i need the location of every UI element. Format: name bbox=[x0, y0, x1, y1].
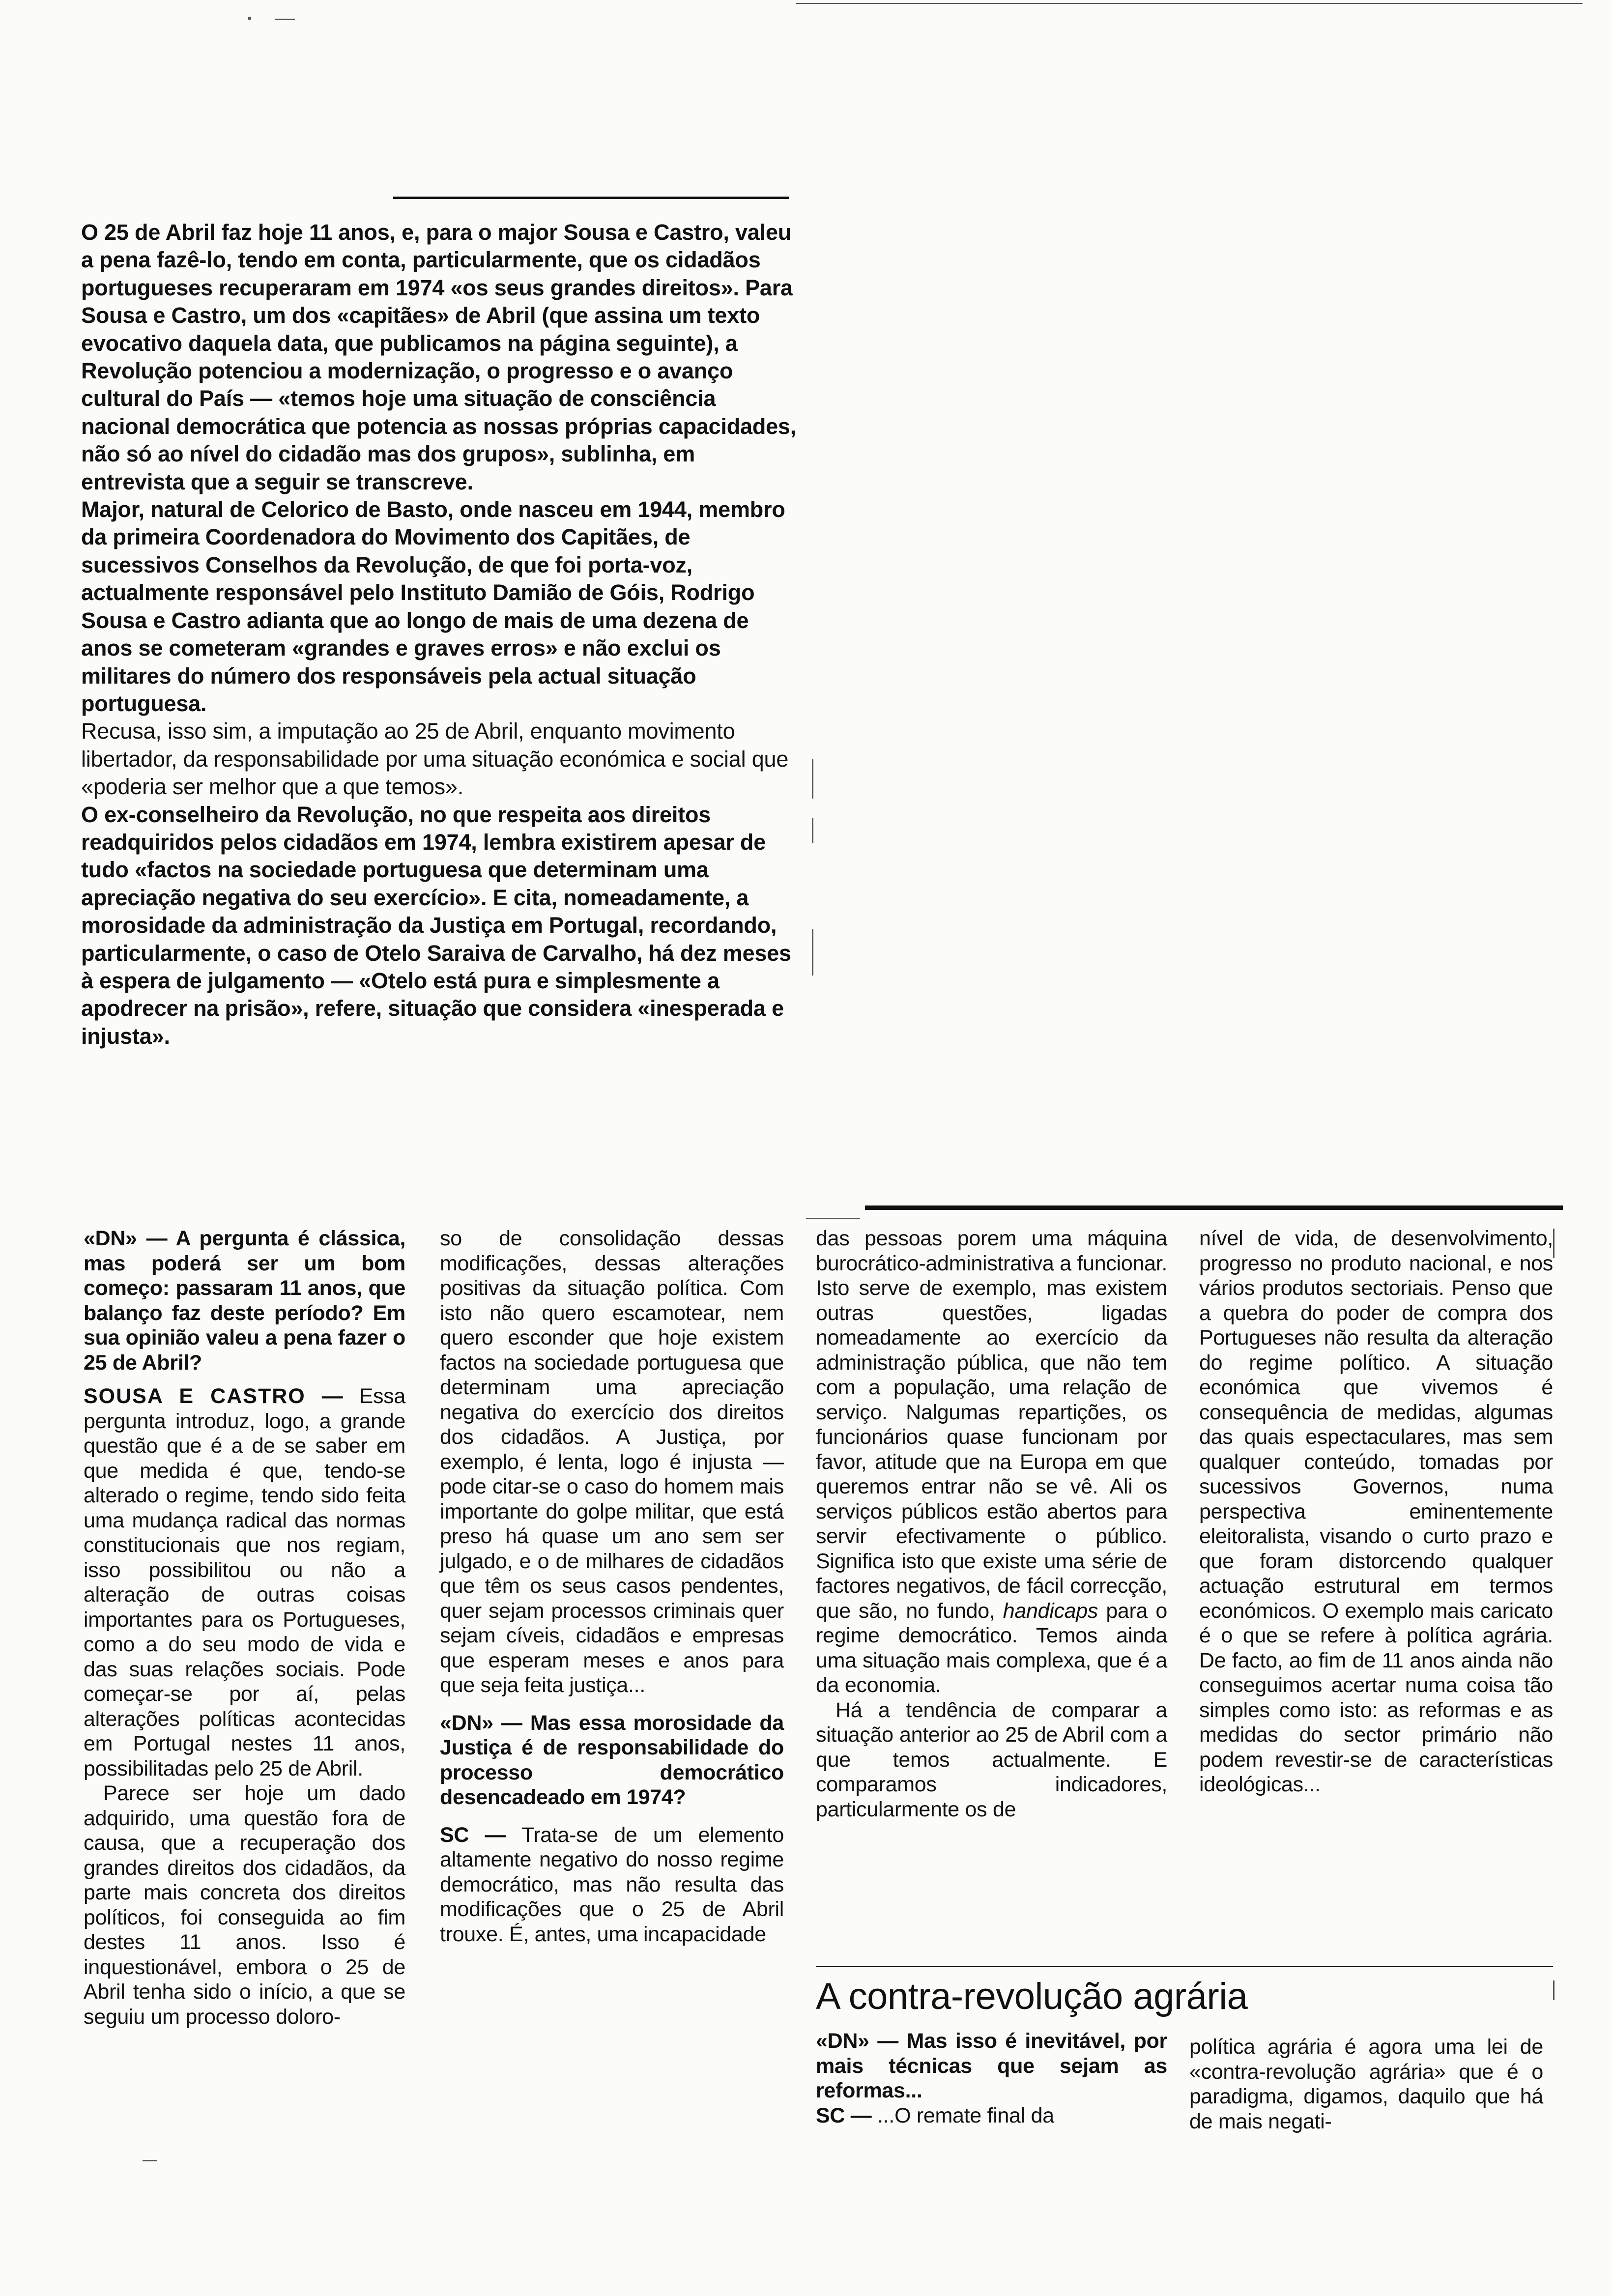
answer-1-cont-col2: so de consolidação dessas modificações, dessas alterações positivas da situação política. Com isto não quero escamotear, nem quero esconder que hoje existem factos na sociedade portuguesa que determinam uma apreciação negativa do exercício dos direitos dos cidadãos. A Justiça, por exemplo, é lenta, logo é injusta — pode citar-se o caso do homem mais importante do golpe militar, que está preso há quase um ano sem ser julgado, e o de milhares de cidadãos que têm os seus casos pendentes, quer sejam processos criminais quer sejam cíveis, cidadãos e empresas que esperam meses e anos para que seja feita justiça... bbox=[440, 1227, 784, 1697]
answer-2-cont-col3 bbox=[816, 1226, 1167, 1698]
scan-edge-top bbox=[796, 3, 1583, 4]
lede-paragraph-4: O ex-conselheiro da Revolução, no que respeita aos direitos readquiridos pelos cidadãos em 1974, lembra existirem apesar de tudo «factos na sociedade portuguesa que determinam uma apreciação negativa do seu exercício». E cita, nomeadamente, a morosidade da administração da Justiça em Portugal, recordando, particularmente, o caso de Otelo Saraiva de Carvalho, há dez meses à espera de julgamento — «Otelo está pura e simplesmente a apodrecer na prisão», refere, situação que considera «inesperada e injusta». bbox=[81, 802, 791, 1049]
answer-1 bbox=[84, 1384, 405, 1781]
speaker-label: SOUSA E CASTRO — bbox=[84, 1384, 344, 1408]
scan-mark-right bbox=[1553, 1229, 1554, 1258]
footer-column-left bbox=[816, 2029, 1167, 2128]
question-2: «DN» — Mas essa morosidade da Justiça é de responsabilidade do processo democrático desencadeado em 1974? bbox=[440, 1711, 784, 1809]
answer-2-cont-text: das pessoas porem uma máquina burocrático-administrativa a funcionar. Isto serve de exemplo, mas existem outras questões, ligadas nomeadamente ao exercício da administração pública, que não tem com a população, uma relação de serviço. Nalgumas repartições, os funcionários quase funcionam por favor, atitude que na Europa em que queremos entrar não se vê. Ali os serviços públicos estão abertos para servir efectivamente o público. Significa isto que existe uma série de factores negativos, de fácil correcção, que são, no fundo, bbox=[816, 1227, 1167, 1623]
answer-3-text: ...O remate final da bbox=[877, 2103, 1054, 2127]
lede-paragraph-2: Major, natural de Celorico de Basto, onde nasceu em 1944, membro da primeira Coordenadora do Movimento dos Capitães, de sucessivos Conselhos da Revolução, de que foi porta-voz, actualmente responsável pelo Instituto Damião de Góis, Rodrigo Sousa e Castro adianta que ao longo de mais de uma dezena de anos se cometeram «grandes e graves erros» e não exclui os militares do número dos responsáveis pela actual situação portuguesa. bbox=[81, 497, 785, 716]
column-1 bbox=[84, 1226, 405, 2029]
handicaps-word: handicaps bbox=[1003, 1599, 1098, 1623]
answer-3-cont: política agrária é agora uma lei de «contra-revolução agrária» que é o paradigma, digamos, daquilo que há de mais negati- bbox=[1189, 2035, 1543, 2133]
answer-2 bbox=[440, 1823, 784, 1947]
answer-2-cont-col4: nível de vida, de desenvolvimento, progresso no produto nacional, e nos vários produtos sectoriais. Penso que a quebra do poder de compra dos Portugueses não resulta da alteração do regime político. A situação económica que vivemos é consequência de medidas, algumas das quais espectaculares, mas sem qualquer conteúdo, tomadas por sucessivos Governos, numa perspectiva eminentemente eleitoralista, visando o curto prazo e que foram distorcendo qualquer actuação estrutural em termos económicos. O exemplo mais caricato é o que se refere à política agrária. De facto, ao fim de 11 anos ainda não conseguimos acertar numa coisa tão simples como isto: as reformas e as medidas do sector primário não podem revestir-se de características ideológicas... bbox=[1199, 1227, 1553, 1796]
column-2 bbox=[440, 1226, 784, 1947]
section-rule-tail bbox=[806, 1218, 860, 1219]
scan-mark-top-line bbox=[275, 19, 295, 20]
answer-1-continued: Parece ser hoje um dado adquirido, uma questão fora de causa, que a recuperação dos grandes direitos dos cidadãos, da parte mais concreta dos direitos políticos, foi conseguida ao fim destes 11 anos. Isso é inquestionável, embora o 25 de Abril tenha sido o início, a que se seguiu um processo doloro- bbox=[84, 1781, 405, 2029]
scan-mark-bottom bbox=[143, 2160, 157, 2161]
answer-2-comparison: Há a tendência de comparar a situação anterior ao 25 de Abril com a que temos actualmente. E comparamos indicadores, particularmente os de bbox=[816, 1698, 1167, 1821]
answer-2-cont-end: para o regime democrático. Temos ainda uma situação mais complexa, que é a da economia. bbox=[816, 1599, 1167, 1697]
lede-paragraph-1: O 25 de Abril faz hoje 11 anos, e, para o major Sousa e Castro, valeu a pena fazê-lo, tendo em conta, particularmente, que os cidadãos portugueses recuperaram em 1974 «os seus grandes direitos». Para Sousa e Castro, um dos «capitães» de Abril (que assina um texto evocativo daquela data, que publicamos na página seguinte), a Revolução potenciou a modernização, o progresso e o avanço cultural do País — «temos hoje uma situação de consciência nacional democrática que potencia as nossas próprias capacidades, não só ao nível do cidadão mas dos grupos», sublinha, em entrevista que a seguir se transcreve. bbox=[81, 220, 797, 494]
answer-3 bbox=[816, 2103, 1167, 2128]
column-3 bbox=[816, 1226, 1167, 1822]
footer-column-right bbox=[1189, 2035, 1543, 2134]
column-4 bbox=[1199, 1226, 1553, 1797]
speaker-label: SC — bbox=[440, 1823, 506, 1847]
scan-mark-right bbox=[1553, 1980, 1554, 2000]
margin-mark bbox=[812, 929, 813, 976]
lede-paragraph-3: Recusa, isso sim, a imputação ao 25 de Abril, enquanto movimento libertador, da responsabilidade por uma situação económica e social que «poderia ser melhor que a que temos». bbox=[81, 718, 789, 800]
answer-2-text: Trata-se de um elemento altamente negativo do nosso regime democrático, mas não resulta das modificações que o 25 de Abril trouxe. É, antes, uma incapacidade bbox=[440, 1823, 784, 1946]
scan-mark-top bbox=[248, 17, 251, 20]
question-1: «DN» — A pergunta é clássica, mas poderá ser um bom começo: passaram 11 anos, que balanço faz deste período? Em sua opinião valeu a pena fazer o 25 de Abril? bbox=[84, 1227, 405, 1375]
section-subhead: A contra-revolução agrária bbox=[816, 1976, 1248, 2017]
answer-1-text: Essa pergunta introduz, logo, a grande questão que é a de se saber em que medida é que, tendo-se alterado o regime, tendo sido feita uma mudança radical das normas constitucionais que nos regiam, isso possibilitou ou não a alteração de outras coisas importantes para os Portugueses, como a do seu modo de vida e das suas relações sociais. Pode começar-se por aí, pelas alterações políticas acontecidas em Portugal nestes 11 anos, possibilitadas pelo 25 de Abril. bbox=[84, 1384, 405, 1780]
margin-mark bbox=[812, 759, 813, 799]
speaker-label: SC — bbox=[816, 2103, 872, 2127]
question-3: «DN» — Mas isso é inevitável, por mais técnicas que sejam as reformas... bbox=[816, 2029, 1167, 2102]
section-rule-right bbox=[865, 1205, 1563, 1210]
lede-top-rule bbox=[393, 197, 789, 199]
margin-mark bbox=[812, 818, 813, 843]
subhead-rule bbox=[816, 1966, 1553, 1967]
article-lede bbox=[81, 219, 799, 1050]
